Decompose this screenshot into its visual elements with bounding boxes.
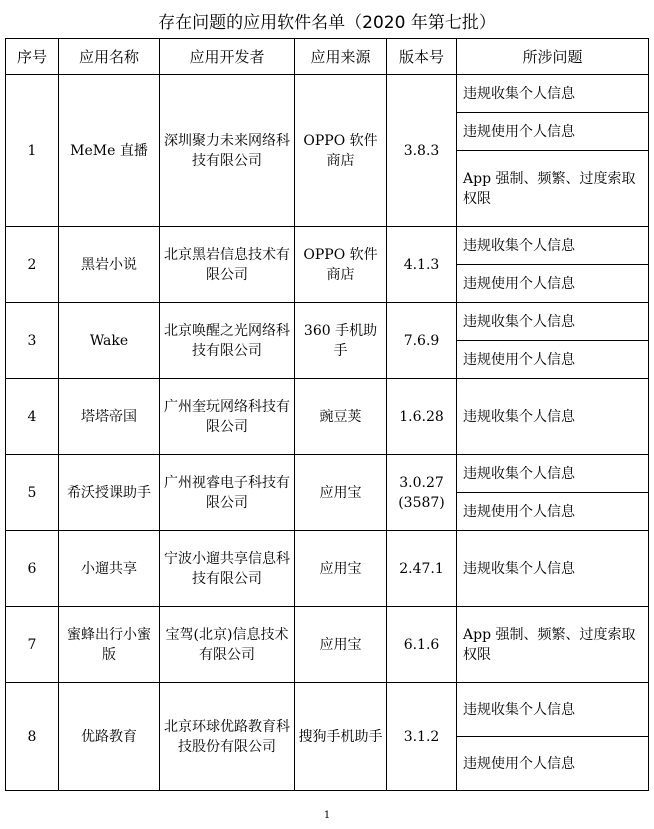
app-developer: 宝驾(北京)信息技术有限公司: [160, 607, 295, 683]
issue-item: 违规使用个人信息: [457, 265, 649, 303]
app-version: 1.6.28: [387, 379, 457, 455]
header-no: 序号: [6, 39, 59, 75]
header-issues: 所涉问题: [457, 39, 649, 75]
table-body: [6, 75, 649, 791]
app-version: 3.0.27 (3587): [387, 455, 457, 531]
app-version: 3.1.2: [387, 683, 457, 791]
app-source: 搜狗手机助手: [295, 683, 387, 791]
app-source: 豌豆荚: [295, 379, 387, 455]
app-name: 小遛共享: [59, 531, 160, 607]
table-row: [6, 683, 649, 737]
table-header-row: [6, 39, 649, 75]
app-developer: 北京环球优路教育科技股份有限公司: [160, 683, 295, 791]
app-developer: 广州奎玩网络科技有限公司: [160, 379, 295, 455]
table-row: [6, 75, 649, 113]
app-version: 7.6.9: [387, 303, 457, 379]
app-name: Wake: [59, 303, 160, 379]
page-number: 1: [323, 810, 331, 821]
table-row: [6, 607, 649, 683]
issue-item: 违规收集个人信息: [457, 303, 649, 341]
table-row: [6, 379, 649, 455]
header-source: 应用来源: [295, 39, 387, 75]
app-developer: 北京唤醒之光网络科技有限公司: [160, 303, 295, 379]
app-developer: 深圳聚力未来网络科技有限公司: [160, 75, 295, 227]
app-developer: 北京黑岩信息技术有限公司: [160, 227, 295, 303]
issue-item: 违规收集个人信息: [457, 531, 649, 607]
app-name: 蜜蜂出行小蜜版: [59, 607, 160, 683]
app-version: 6.1.6: [387, 607, 457, 683]
row-number: 3: [6, 303, 59, 379]
issue-item: 违规使用个人信息: [457, 737, 649, 791]
issue-item: 违规收集个人信息: [457, 455, 649, 493]
app-source: 应用宝: [295, 455, 387, 531]
issue-item: 违规使用个人信息: [457, 113, 649, 151]
table-row: [6, 303, 649, 341]
row-number: 5: [6, 455, 59, 531]
header-version: 版本号: [387, 39, 457, 75]
app-developer: 广州视睿电子科技有限公司: [160, 455, 295, 531]
app-list-table: [5, 38, 649, 791]
document-title: 存在问题的应用软件名单（2020 年第七批）: [158, 13, 496, 33]
app-version: 3.8.3: [387, 75, 457, 227]
app-source: 应用宝: [295, 607, 387, 683]
row-number: 1: [6, 75, 59, 227]
issue-item: 违规使用个人信息: [457, 341, 649, 379]
issue-item: 违规收集个人信息: [457, 683, 649, 737]
app-name: 希沃授课助手: [59, 455, 160, 531]
app-name: 塔塔帝国: [59, 379, 160, 455]
row-number: 4: [6, 379, 59, 455]
issue-item: App 强制、频繁、过度索取权限: [457, 607, 649, 683]
header-app-name: 应用名称: [59, 39, 160, 75]
row-number: 8: [6, 683, 59, 791]
row-number: 2: [6, 227, 59, 303]
app-source: 应用宝: [295, 531, 387, 607]
table-row: [6, 227, 649, 265]
app-source: OPPO 软件商店: [295, 227, 387, 303]
issue-item: 违规收集个人信息: [457, 75, 649, 113]
app-source: OPPO 软件商店: [295, 75, 387, 227]
issue-item: 违规收集个人信息: [457, 227, 649, 265]
app-version: 4.1.3: [387, 227, 457, 303]
issue-item: 违规收集个人信息: [457, 379, 649, 455]
header-developer: 应用开发者: [160, 39, 295, 75]
app-developer: 宁波小遛共享信息科技有限公司: [160, 531, 295, 607]
table-row: [6, 455, 649, 493]
issue-item: 违规使用个人信息: [457, 493, 649, 531]
app-source: 360 手机助手: [295, 303, 387, 379]
table-row: [6, 531, 649, 607]
app-version: 2.47.1: [387, 531, 457, 607]
row-number: 7: [6, 607, 59, 683]
app-name: MeMe 直播: [59, 75, 160, 227]
row-number: 6: [6, 531, 59, 607]
app-name: 优路教育: [59, 683, 160, 791]
issue-item: App 强制、频繁、过度索取权限: [457, 151, 649, 227]
app-name: 黑岩小说: [59, 227, 160, 303]
